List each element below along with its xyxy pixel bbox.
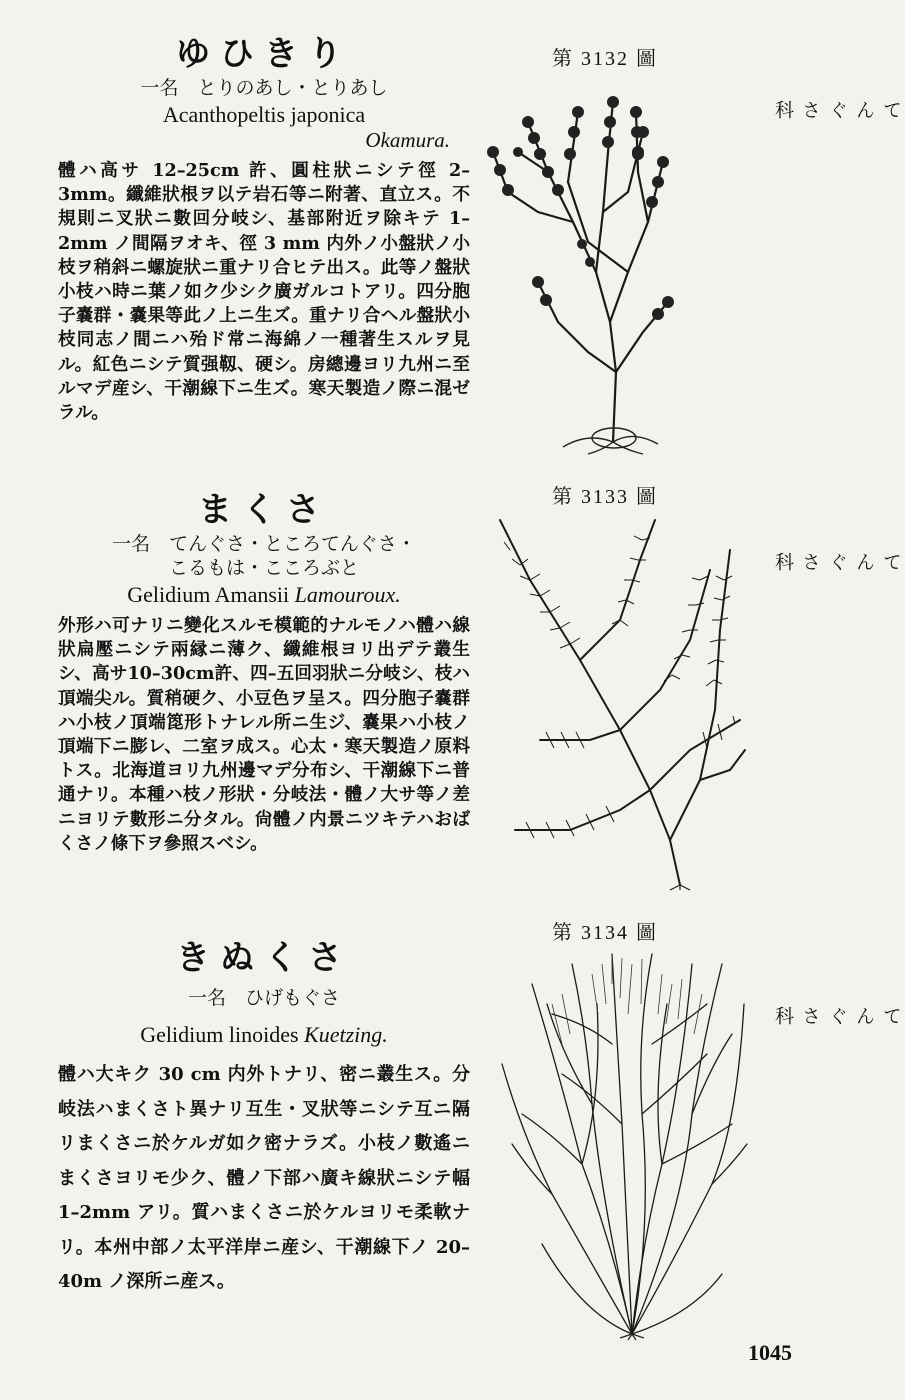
author-name: Lamouroux.	[294, 582, 401, 607]
entry-alias: 一名 てんぐさ・ところてんぐさ・ こるもは・こころぶと	[112, 533, 416, 579]
entry-title: ゆひきり	[176, 34, 352, 74]
author-name: Kuetzing.	[304, 1022, 388, 1047]
entry-description: 體ハ大キク 30 cm 内外トナリ、密ニ叢生ス。分岐法ハまくさト異ナリ互生・叉狀等ニシテ互ニ隔リまくさニ於ケルガ如ク密ナラズ。小枝ノ數遙ニまくさヨリモ少ク、體ノ下部ハ廣キ線狀ニシテ幅 1–2mm アリ。質ハまくさニ於ケルヨリモ柔軟ナリ。本州中部ノ太平洋岸ニ産シ、干潮線下ノ 20–40m ノ深所ニ産ス。	[58, 1064, 470, 1292]
family-label: てんぐさ科	[772, 552, 902, 573]
author-name: Okamura.	[365, 128, 450, 152]
gelidium-linoides-illustration	[492, 944, 752, 1340]
family-label: てんぐさ科	[772, 1006, 902, 1027]
figure-label: 第 3133 圖	[552, 486, 658, 508]
figure-label: 第 3134 圖	[552, 922, 658, 944]
scientific-name-text: Gelidium Amansii	[127, 582, 290, 607]
entry-alias: 一名 とりのあし・とりあし	[140, 77, 388, 99]
scientific-name	[58, 582, 470, 608]
entry-description: 外形ハ可ナリニ變化スルモ模範的ナルモノハ體ハ線狀扁壓ニシテ兩縁ニ薄ク、纖維根ヨリ出デテ叢生シ、高サ10–30cm許、四–五回羽狀ニ分岐シ、枝ハ頂端尖ル。質稍硬ク、小豆色ヲ呈ス。四分胞子嚢群ハ小枝ノ頂端箆形トナレル所ニ生ジ、嚢果ハ小枝ノ頂端下ニ膨レ、二室ヲ成ス。心太・寒天製造ノ原料トス。北海道ヨリ九州邊マデ分布シ、干潮線下ニ普通ナリ。本種ハ枝ノ形狀・分岐法・體ノ大サ等ノ差ニヨリテ數形ニ分タル。尙體ノ内景ニツキテハおばくさノ條下ヲ參照スベシ。	[58, 615, 470, 854]
page-number: 1045	[748, 1340, 792, 1365]
figure-label: 第 3132 圖	[552, 48, 658, 70]
entry-title: きぬくさ	[176, 938, 352, 978]
entry-title: まくさ	[198, 490, 330, 530]
entry-description: 體ハ高サ 12–25cm 許、圓柱狀ニシテ徑 2–3mm。纖維狀根ヲ以テ岩石等ニ附著、直立ス。不規則ニ叉狀ニ數回分岐シ、基部附近ヲ除キテ 1–2mm ノ間隔ヲオキ、徑 3 mm 内外ノ小盤狀ノ小枝ヲ稍斜ニ螺旋狀ニ重ナリ合ヒテ出ス。此等ノ盤狀小枝ハ時ニ葉ノ如ク少シク廣ガルコトアリ。四分胞子嚢群・嚢果等此ノ上ニ生ズ。重ナリ合ヘル盤狀小枝同志ノ間ニハ殆ド常ニ海綿ノ一種著生スルヲ見ル。紅色ニシテ質强靱、硬シ。房總邊ヨリ九州ニ至ルマデ産シ、干潮線下ニ生ズ。寒天製造ノ際ニ混ゼラル。	[58, 160, 470, 424]
entry-alias: 一名 ひげもぐさ	[187, 987, 340, 1009]
gelidium-amansii-illustration	[490, 510, 750, 890]
family-label: てんぐさ科	[772, 100, 902, 121]
scientific-name-text: Gelidium linoides	[140, 1022, 299, 1047]
scientific-name: Acanthopeltis japonica	[162, 102, 366, 127]
acanthopeltis-illustration	[478, 72, 678, 454]
scientific-name	[58, 1022, 470, 1048]
